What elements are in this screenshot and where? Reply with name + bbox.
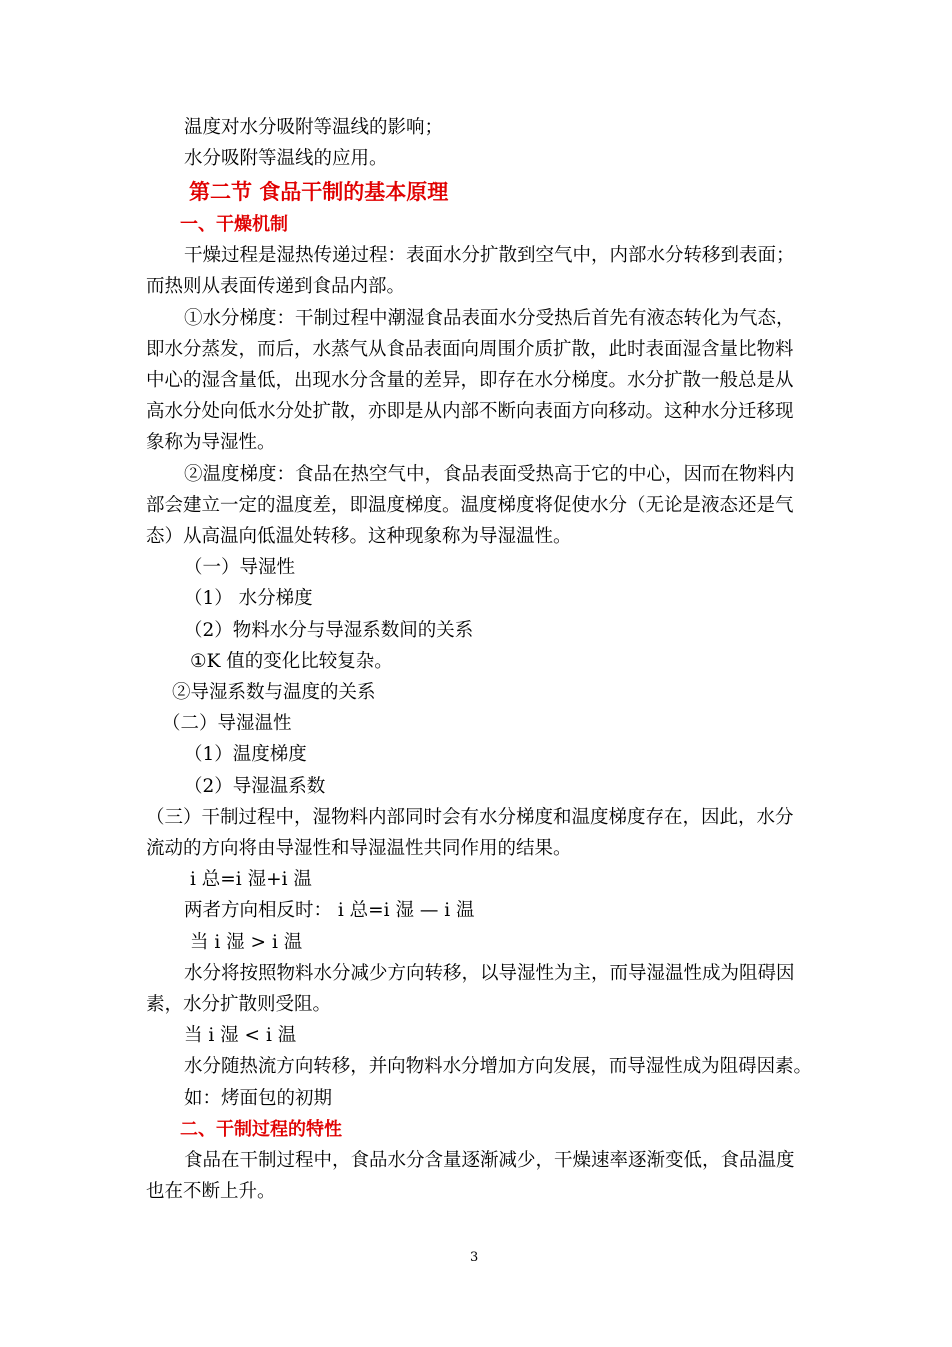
- text-line: 食品在干制过程中，食品水分含量逐渐减少，干燥速率逐渐变低，食品温度: [184, 1150, 795, 1171]
- text-line: ①K 值的变化比较复杂。: [190, 651, 393, 672]
- text-line: 素，水分扩散则受阻。: [146, 994, 332, 1015]
- subsection-heading: 二、干制过程的特性: [180, 1119, 342, 1140]
- text-line: ②导湿系数与温度的关系: [172, 682, 376, 703]
- text-line: 水分将按照物料水分减少方向转移，以导湿性为主，而导湿温性成为阻碍因: [184, 963, 795, 984]
- text-line: 部会建立一定的温度差，即温度梯度。温度梯度将促使水分（无论是液态还是气: [146, 495, 794, 516]
- text-line: （一）导湿性: [184, 557, 296, 578]
- formula-line: 两者方向相反时： i 总=i 湿 — i 温: [184, 900, 475, 921]
- text-line: 如：烤面包的初期: [184, 1088, 333, 1109]
- formula-line: 当 i 湿 > i 温: [190, 932, 303, 953]
- text-line: 干燥过程是湿热传递过程：表面水分扩散到空气中，内部水分转移到表面；: [184, 245, 795, 266]
- text-line: ①水分梯度：干制过程中潮湿食品表面水分受热后首先有液态转化为气态，: [184, 308, 795, 329]
- text-line: 中心的湿含量低，出现水分含量的差异，即存在水分梯度。水分扩散一般总是从: [146, 370, 794, 391]
- text-line: （1） 水分梯度: [184, 588, 313, 609]
- text-line: （三）干制过程中，湿物料内部同时会有水分梯度和温度梯度存在，因此，水分: [146, 807, 794, 828]
- text-line: 也在不断上升。: [146, 1181, 276, 1202]
- text-line: 水分吸附等温线的应用。: [184, 148, 388, 169]
- text-line: 即水分蒸发，而后，水蒸气从食品表面向周围介质扩散，此时表面湿含量比物料: [146, 339, 794, 360]
- text-line: 态）从高温向低温处转移。这种现象称为导湿温性。: [146, 526, 572, 547]
- text-line: 流动的方向将由导湿性和导湿温性共同作用的结果。: [146, 838, 572, 859]
- text-line: 而热则从表面传递到食品内部。: [146, 276, 406, 297]
- text-line: （2）物料水分与导湿系数间的关系: [184, 620, 474, 641]
- text-line: ②温度梯度：食品在热空气中，食品表面受热高于它的中心，因而在物料内: [184, 464, 795, 485]
- text-line: （2）导湿温系数: [184, 776, 326, 797]
- page-number: 3: [470, 1250, 479, 1265]
- formula-line: 当 i 湿 < i 温: [184, 1025, 297, 1046]
- text-line: 高水分处向低水分处扩散，亦即是从内部不断向表面方向移动。这种水分迁移现: [146, 401, 794, 422]
- text-line: 水分随热流方向转移，并向物料水分增加方向发展，而导湿性成为阻碍因素。: [184, 1056, 813, 1077]
- section-heading: 第二节 食品干制的基本原理: [189, 180, 449, 204]
- text-line: （1）温度梯度: [184, 744, 307, 765]
- text-line: （二）导湿温性: [162, 713, 292, 734]
- text-line: 温度对水分吸附等温线的影响；: [184, 117, 444, 138]
- text-line: 象称为导湿性。: [146, 432, 276, 453]
- formula-line: i 总=i 湿+i 温: [190, 869, 312, 890]
- subsection-heading: 一、干燥机制: [180, 214, 288, 235]
